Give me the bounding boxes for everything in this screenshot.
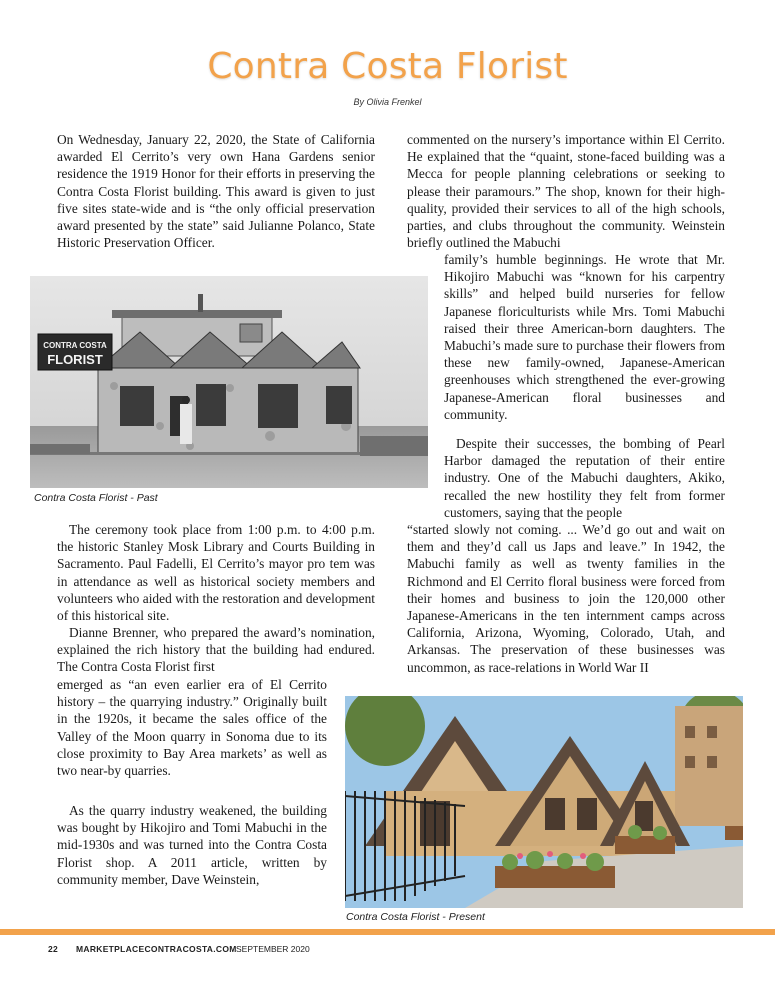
paragraph-pearl-harbor: Despite their successes, the bombing of Pearl Harbor damaged the reputation of their entire industry. One of the Mabuchi daughters, Akiko, recalled the new hostility they felt from former customers, saying that the people: [444, 436, 725, 520]
paragraph-internment: “started slowly not coming. ... We’d go out and wait on them and they’d call us Japs and leave.” In 1942, the Mabuchi family as well as twenty families in the Richmond and El Cerrito floral business were forced from their homes and business to join the 120,000 other Japanese-Americans in the ten internment camps across California, Arizona, Wyoming, Colorado, Utah, and Arkansas. The preservation of these businesses was uncommon, as race-relations in World War II: [407, 522, 725, 675]
footer-rule: [0, 929, 775, 935]
paragraph-mabuchi: As the quarry industry weakened, the building was bought by Hikojiro and Tomi Mabuchi in the mid-1930s and was turned into the Contra Costa Florist shop. A 2011 article, written by community member, Dave Weinstein,: [57, 803, 327, 887]
paragraph-quarry: emerged as “an even earlier era of El Cerrito history – the quarrying industry.” Originally built in the 1920s, it became the sales office of the Valley of the Moon quarry in Sonoma due to its close proximity to Bay Area markets’ as well as two near-by quarries.: [57, 677, 327, 779]
present-photo: [345, 696, 743, 908]
paragraph-family: family’s humble beginnings. He wrote that Mr. Hikojiro Mabuchi was “known for his carpentry skills” and helped build nurseries for fellow Japanese floriculturists while Mrs. Tomi Mabuchi raised their three American-born daughters. The Mabuchi’s made sure to purchase their flowers from these new family-owned, Japanese-American greenhouses which strengthened the ever-growing Japanese-American floral businesses and community.: [444, 252, 725, 422]
past-photo: [30, 276, 428, 488]
footer-issue: SEPTEMBER 2020: [236, 944, 310, 954]
present-photo-caption: Contra Costa Florist - Present: [346, 911, 485, 923]
paragraph-nursery: commented on the nursery’s importance within El Cerrito. He explained that the “quaint, stone-faced building was a Mecca for people planning celebrations or seeking to please their paramours.” The shop, known for their high-quality, provided their services to all of the high schools, parties, and clubs throughout the community. Weinstein briefly outlined the Mabuchi: [407, 132, 725, 251]
paragraph-intro: On Wednesday, January 22, 2020, the State of California awarded El Cerrito’s very own Hana Gardens senior residence the 1919 Honor for their efforts in preserving the Contra Costa Florist building. This award is given to just five sites state-wide and is “the only official preservation award presented by the state” said Julianne Polanco, State Historic Preservation Officer.: [57, 132, 375, 251]
past-photo-art: [30, 276, 428, 488]
past-photo-sign-line2: FLORIST: [47, 352, 103, 367]
page-number: 22: [48, 944, 59, 954]
footer-site: MARKETPLACECONTRACOSTA.COM: [76, 944, 237, 954]
article-title: Contra Costa Florist: [207, 46, 568, 87]
past-photo-caption: Contra Costa Florist - Past: [34, 492, 158, 504]
past-photo-sign-line1: CONTRA COSTA: [43, 341, 107, 350]
present-photo-art: [345, 696, 743, 908]
paragraph-ceremony: The ceremony took place from 1:00 p.m. to 4:00 p.m. the historic Stanley Mosk Library and Courts Building in Sacramento. Paul Fadelli, El Cerrito’s mayor pro tem was in attendance as well as historical society members and volunteers who aided with the restoration and development of this historical site.: [57, 522, 375, 624]
paragraph-history: Dianne Brenner, who prepared the award’s nomination, explained the rich history that the building had endured. The Contra Costa Florist first: [57, 625, 375, 675]
byline: By Olivia Frenkel: [353, 97, 422, 107]
